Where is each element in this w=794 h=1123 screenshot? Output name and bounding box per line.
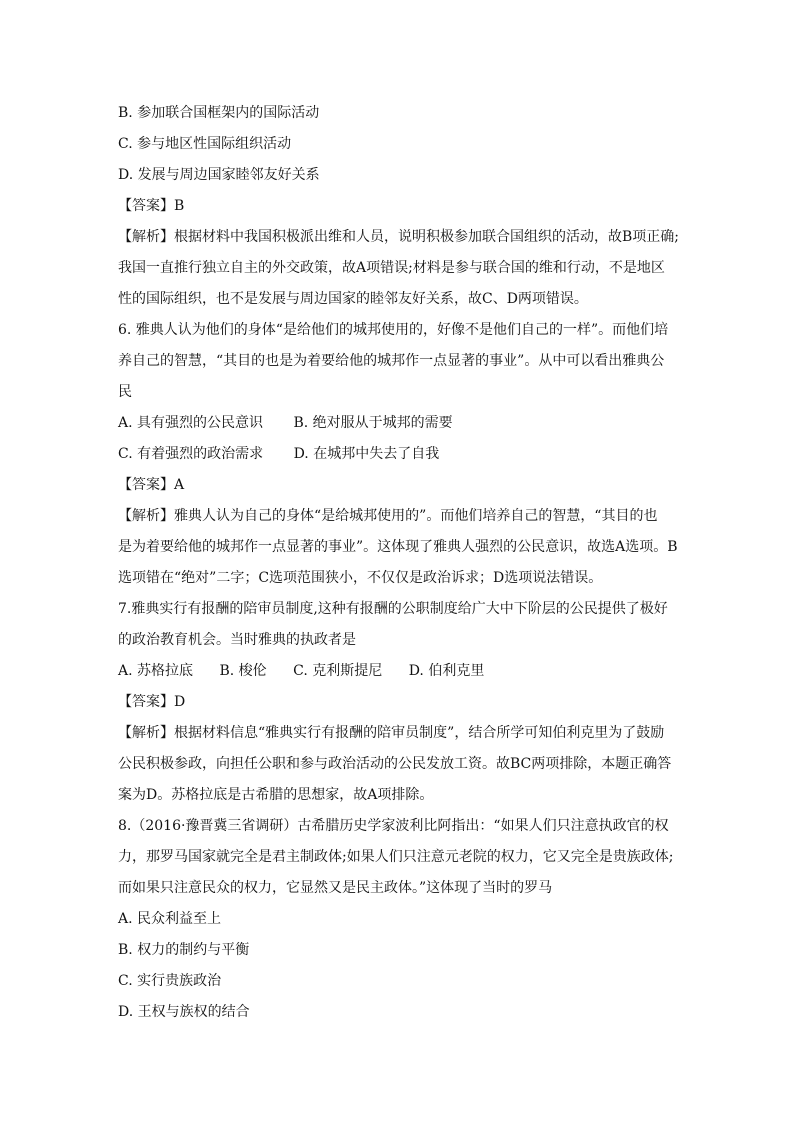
q8-option-d: D. 王权与族权的结合 [118, 1004, 250, 1020]
q6-answer: 【答案】A [118, 477, 185, 493]
q7-analysis-line-3: 案为D。苏格拉底是古希腊的思想家，故A项排除。 [118, 787, 434, 803]
q6-stem-line-2: 养自己的智慧，“其目的也是为着要给他的城邦作一点显著的事业”。从中可以看出雅典公 [118, 353, 665, 369]
q6-option-c: C. 有着强烈的政治需求 [118, 446, 264, 462]
q8-option-c: C. 实行贵族政治 [118, 973, 222, 989]
q7-option-d: D. 伯利克里 [408, 663, 485, 679]
q6-options-row-2 [118, 439, 678, 470]
document-page [118, 98, 678, 1028]
q5-analysis-line-2: 我国一直推行独立自主的外交政策，故A项错误;材料是参与联合国的维和行动，不是地区 [118, 260, 665, 276]
q8-stem-line-1: 8.（2016·豫晋冀三省调研）古希腊历史学家波利比阿指出：“如果人们只注意执政官的权 [118, 818, 669, 834]
q8-stem-line-2: 力，那罗马国家就完全是君主制政体;如果人们只注意元老院的权力，它又完全是贵族政体; [118, 849, 674, 865]
q6-option-d: D. 在城邦中失去了自我 [293, 446, 440, 462]
q7-option-a: A. 苏格拉底 [118, 663, 194, 679]
q7-analysis-line-1: 【解析】根据材料信息“雅典实行有报酬的陪审员制度”，结合所学可知伯利克里为了鼓励 [118, 725, 665, 741]
q8-stem-line-3: 而如果只注意民众的权力，它显然又是民主政体。”这体现了当时的罗马 [118, 880, 553, 896]
q7-stem-line-2: 的政治教育机会。当时雅典的执政者是 [118, 632, 356, 648]
q6-analysis-line-3: 选项错在“绝对”二字；C选项范围狭小，不仅仅是政治诉求；D选项说法错误。 [118, 570, 603, 586]
q7-answer: 【答案】D [118, 694, 186, 710]
q6-analysis-line-2: 是为着要给他的城邦作一点显著的事业”。这体现了雅典人强烈的公民意识，故选A选项。B [118, 539, 678, 555]
q7-options-row [118, 656, 678, 687]
q7-analysis-line-2: 公民积极参政，向担任公职和参与政治活动的公民发放工资。故BC两项排除，本题正确答 [118, 756, 672, 772]
q6-options-row-1 [118, 408, 678, 439]
q8-option-b: B. 权力的制约与平衡 [118, 942, 250, 958]
q6-option-b: B. 绝对服从于城邦的需要 [293, 415, 453, 431]
q7-stem-line-1: 7.雅典实行有报酬的陪审员制度,这种有报酬的公职制度给广大中下阶层的公民提供了极好 [118, 601, 668, 617]
q5-option-d: D. 发展与周边国家睦邻友好关系 [118, 167, 320, 183]
q5-analysis-line-1: 【解析】根据材料中我国积极派出维和人员，说明积极参加联合国组织的活动，故B项正确; [118, 229, 680, 245]
q6-option-a: A. 具有强烈的公民意识 [118, 415, 264, 431]
q5-answer: 【答案】B [118, 198, 185, 214]
q7-option-c: C. 克利斯提尼 [293, 663, 383, 679]
q5-option-b: B. 参加联合国框架内的国际活动 [118, 105, 320, 121]
q5-option-c: C. 参与地区性国际组织活动 [118, 136, 292, 152]
q6-analysis-line-1: 【解析】雅典人认为自己的身体“是给城邦使用的”。而他们培养自己的智慧，“其目的也 [118, 508, 658, 524]
q5-analysis-line-3: 性的国际组织，也不是发展与周边国家的睦邻友好关系，故C、D两项错误。 [118, 291, 588, 307]
q8-option-a: A. 民众利益至上 [118, 911, 222, 927]
q7-option-b: B. 梭伦 [219, 663, 267, 679]
q6-stem-line-3: 民 [118, 384, 132, 400]
q6-stem-line-1: 6. 雅典人认为他们的身体“是给他们的城邦使用的，好像不是他们自己的一样”。而他们培 [118, 322, 669, 338]
